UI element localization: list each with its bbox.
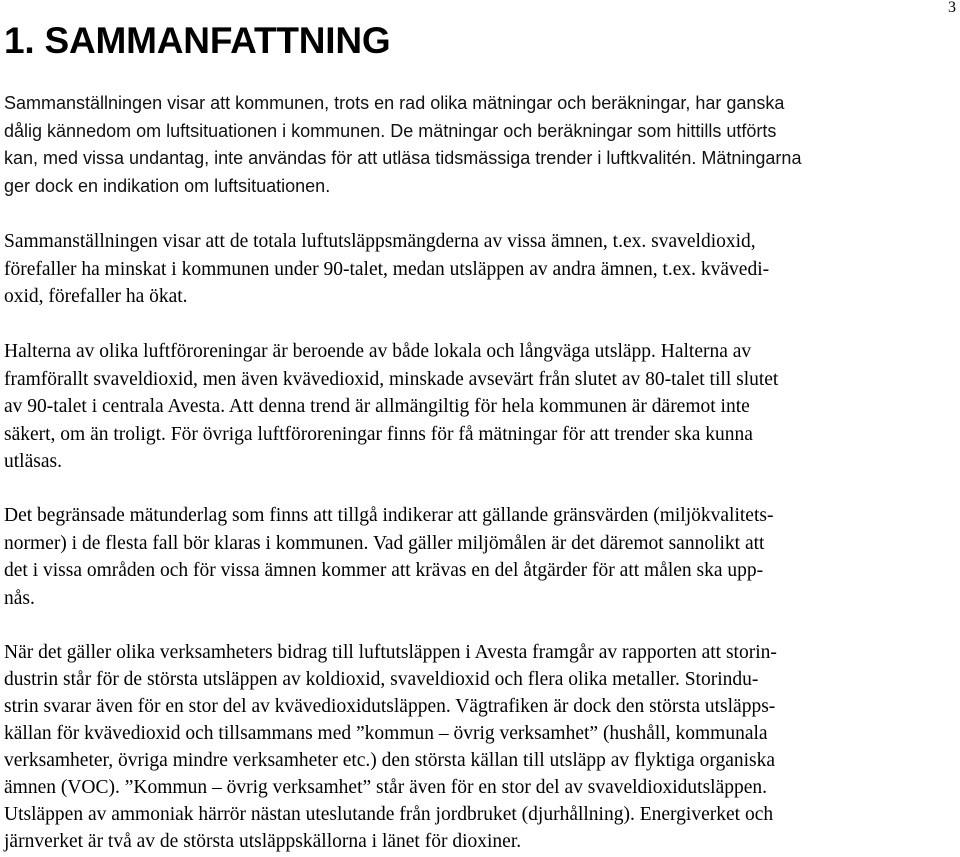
- paragraph-limit-values: [4, 502, 956, 612]
- text-line: strin svarar även för en stor del av kvävedioxidutsläppen. Vägtrafiken är dock den största utsläpps-: [4, 696, 776, 717]
- text-line: det i vissa områden och för vissa ämnen kommer att krävas en del åtgärder för att målen ska upp-: [4, 560, 764, 581]
- paragraph-pollution-levels: [4, 338, 956, 476]
- text-line: dustrin står för de största utsläppen av koldioxid, svaveldioxid och flera olika metaller. Storindu-: [4, 669, 759, 690]
- text-line: kan, med vissa undantag, inte användas för att utläsa tidsmässiga trender i luftkvalitén. Mätningarna: [4, 148, 802, 168]
- text-line: dålig kännedom om luftsituationen i kommunen. De mätningar och beräkningar som hittills utförts: [4, 120, 777, 141]
- text-line: ämnen (VOC). ”Kommun – övrig verksamhet” står även för en stor del av svaveldioxidutsläppen.: [4, 777, 768, 798]
- text-line: Sammanställningen visar att de totala luftutsläppsmängderna av vissa ämnen, t.ex. svaveldioxid,: [4, 231, 756, 252]
- section-heading: 1. SAMMANFATTNING: [4, 20, 391, 61]
- text-line: källan för kvävedioxid och tillsammans med ”kommun – övrig verksamhet” (hushåll, kommunala: [4, 723, 768, 744]
- text-line: förefaller ha minskat i kommunen under 90-talet, medan utsläppen av andra ämnen, t.ex. kvävedi-: [4, 258, 770, 280]
- text-line: järnverket är två av de största utsläppskällorna i länet för dioxiner.: [4, 831, 522, 852]
- text-line: verksamheter, övriga mindre verksamheter etc.) den största källan till utsläpp av flyktiga organiska: [4, 750, 776, 771]
- text-line: normer) i de flesta fall bör klaras i kommunen. Vad gäller miljömålen är det däremot sannolikt att: [4, 532, 765, 554]
- text-line: När det gäller olika verksamheters bidrag till luftutsläppen i Avesta framgår av rapporten att storin-: [4, 642, 777, 663]
- text-line: oxid, förefaller ha ökat.: [4, 286, 188, 307]
- text-line: Sammanställningen visar att kommunen, trots en rad olika mätningar och beräkningar, har ganska: [4, 93, 785, 113]
- text-line: utläsas.: [4, 451, 62, 472]
- text-line: ger dock en indikation om luftsituationen.: [4, 175, 331, 196]
- text-line: Utsläppen av ammoniak härrör nästan uteslutande från jordbruket (djurhållning). Energiverket och: [4, 804, 774, 825]
- text-line: nås.: [4, 587, 35, 609]
- text-line: Det begränsade mätunderlag som finns att tillgå indikerar att gällande gränsvärden (miljökvalitets-: [4, 505, 774, 526]
- paragraph-emission-trends: [4, 228, 956, 311]
- text-line: av 90-talet i centrala Avesta. Att denna trend är allmängiltig för hela kommunen är däremot inte: [4, 396, 750, 417]
- text-line: Halterna av olika luftföroreningar är beroende av både lokala och långväga utsläpp. Halterna av: [4, 341, 752, 362]
- page-number: 3: [948, 0, 956, 16]
- paragraph-summary-intro: [4, 90, 956, 200]
- text-line: framförallt svaveldioxid, men även kvävedioxid, minskade avsevärt från slutet av 80-talet till slutet: [4, 368, 779, 390]
- text-line: säkert, om än troligt. För övriga luftföroreningar finns för få mätningar för att trender ska kunna: [4, 423, 753, 445]
- paragraph-emission-sources: [4, 639, 956, 855]
